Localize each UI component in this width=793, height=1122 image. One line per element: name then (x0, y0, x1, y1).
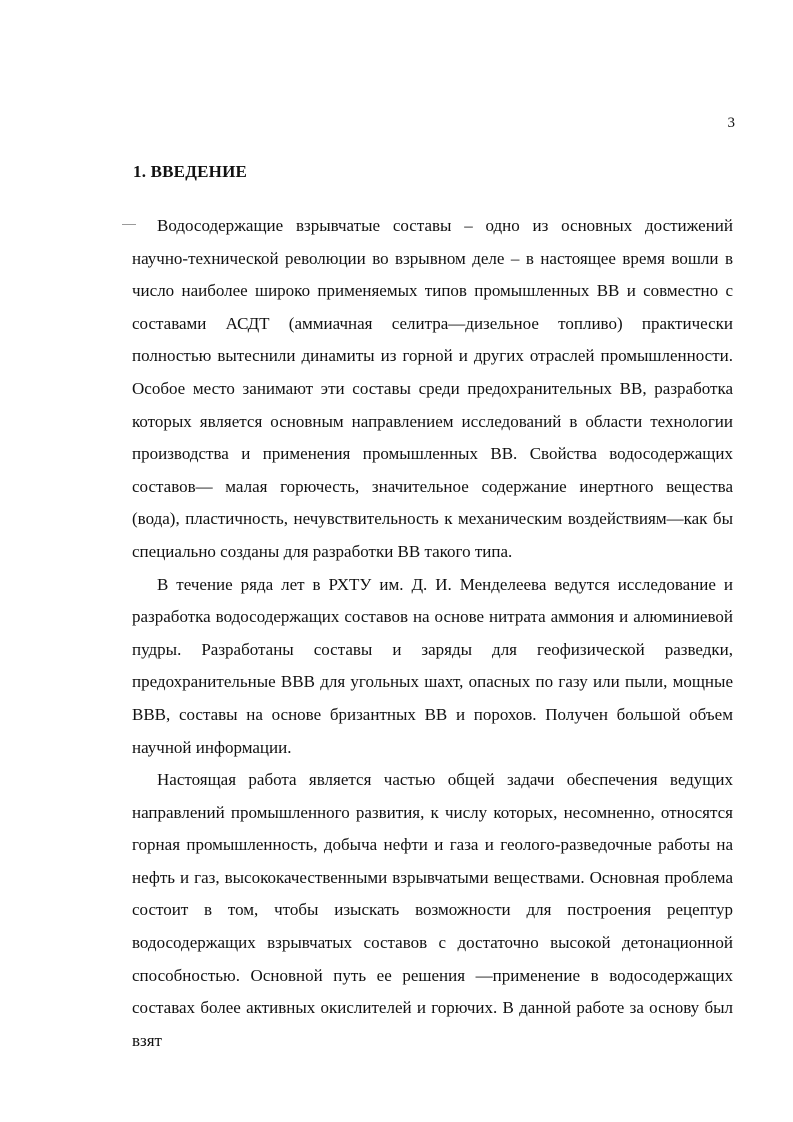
body-text (132, 210, 733, 1057)
paragraph-3: Настоящая работа является частью общей задачи обеспечения ведущих направлений промышленного развития, к числу которых, несомненно, относятся горная промышленность, добыча нефти и газа и геолого-разведочные работы на нефть и газ, высококачественными взрывчатыми веществами. Основная проблема состоит в том, чтобы изыскать возможности для построения рецептур водосодержащих взрывчатых составов с достаточно высокой детонационной способностью. Основной путь ее решения —применение в водосодержащих составах более активных окислителей и горючих. В данной работе за основу был взят (132, 770, 733, 1050)
page-number: 3 (727, 115, 735, 131)
paragraph-1: Водосодержащие взрывчатые составы – одно из основных достижений научно-технической революции во взрывном деле – в настоящее время вошли в число наиболее широко применяемых типов промышленных ВВ и совместно с составами АСДТ (аммиачная селитра—дизельное топливо) практически полностью вытеснили динамиты из горной и других отраслей промышленности. Особое место занимают эти составы среди предохранительных ВВ, разработка которых является основным направлением исследований в области технологии производства и применения промышленных ВВ. Свойства водосодержащих составов— малая горючесть, значительное содержание инертного вещества (вода), пластичность, нечувствительность к механическим воздействиям—как бы специально созданы для разработки ВВ такого типа. (132, 216, 733, 561)
section-heading: 1. ВВЕДЕНИЕ (133, 162, 248, 181)
paragraph-2: В течение ряда лет в РХТУ им. Д. И. Менделеева ведутся исследование и разработка водосодержащих составов на основе нитрата аммония и алюминиевой пудры. Разработаны составы и заряды для геофизической разведки, предохранительные ВВВ для угольных шахт, опасных по газу или пыли, мощные ВВВ, составы на основе бризантных ВВ и порохов. Получен большой объем научной информации. (132, 574, 733, 757)
